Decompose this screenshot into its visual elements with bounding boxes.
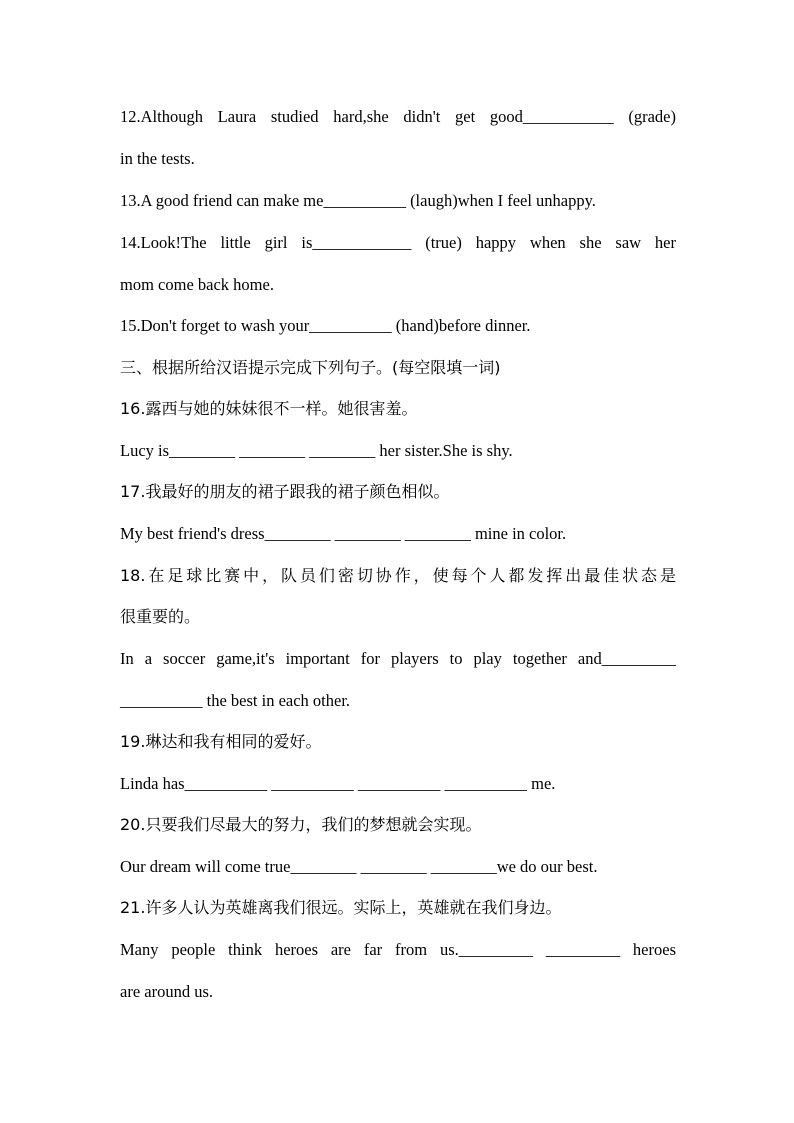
question-12-line-2: in the tests.	[120, 149, 195, 168]
question-13: 13.A good friend can make me__________ (laugh)when I feel unhappy.	[120, 191, 596, 210]
question-21-prompt: 21.许多人认为英雄离我们很远。实际上，英雄就在我们身边。	[120, 898, 562, 917]
question-19-prompt: 19.琳达和我有相同的爱好。	[120, 732, 322, 751]
question-17-sentence: My best friend's dress________ ________ ________ mine in color.	[120, 524, 567, 543]
question-14-line-1: 14.Look!The little girl is____________ (true) happy when she saw her	[120, 233, 676, 252]
question-19-sentence: Linda has__________ __________ __________ __________ me.	[120, 774, 556, 793]
question-18-prompt-line-1: 18.在足球比赛中，队员们密切协作，使每个人都发挥出最佳状态是	[120, 566, 676, 585]
question-15: 15.Don't forget to wash your__________ (hand)before dinner.	[120, 316, 531, 335]
question-18-sentence-line-1: In a soccer game,it's important for players to play together and_________	[120, 649, 676, 668]
question-16-sentence: Lucy is________ ________ ________ her sister.She is shy.	[120, 441, 513, 460]
question-16-prompt: 16.露西与她的妹妹很不一样。她很害羞。	[120, 399, 418, 418]
question-12-line-1: 12.Although Laura studied hard,she didn't get good___________ (grade)	[120, 107, 676, 126]
question-21-sentence-line-2: are around us.	[120, 982, 214, 1001]
question-20-sentence: Our dream will come true________ ________ ________we do our best.	[120, 857, 598, 876]
question-18-sentence-line-2: __________ the best in each other.	[120, 691, 351, 710]
question-20-prompt: 20.只要我们尽最大的努力，我们的梦想就会实现。	[120, 815, 482, 834]
question-21-sentence-line-1: Many people think heroes are far from us._________ _________ heroes	[120, 940, 676, 959]
section-3-heading: 三、根据所给汉语提示完成下列句子。(每空限填一词)	[120, 358, 501, 377]
question-18-prompt-line-2: 很重要的。	[120, 607, 201, 626]
question-14-line-2: mom come back home.	[120, 275, 274, 294]
question-17-prompt: 17.我最好的朋友的裙子跟我的裙子颜色相似。	[120, 482, 450, 501]
